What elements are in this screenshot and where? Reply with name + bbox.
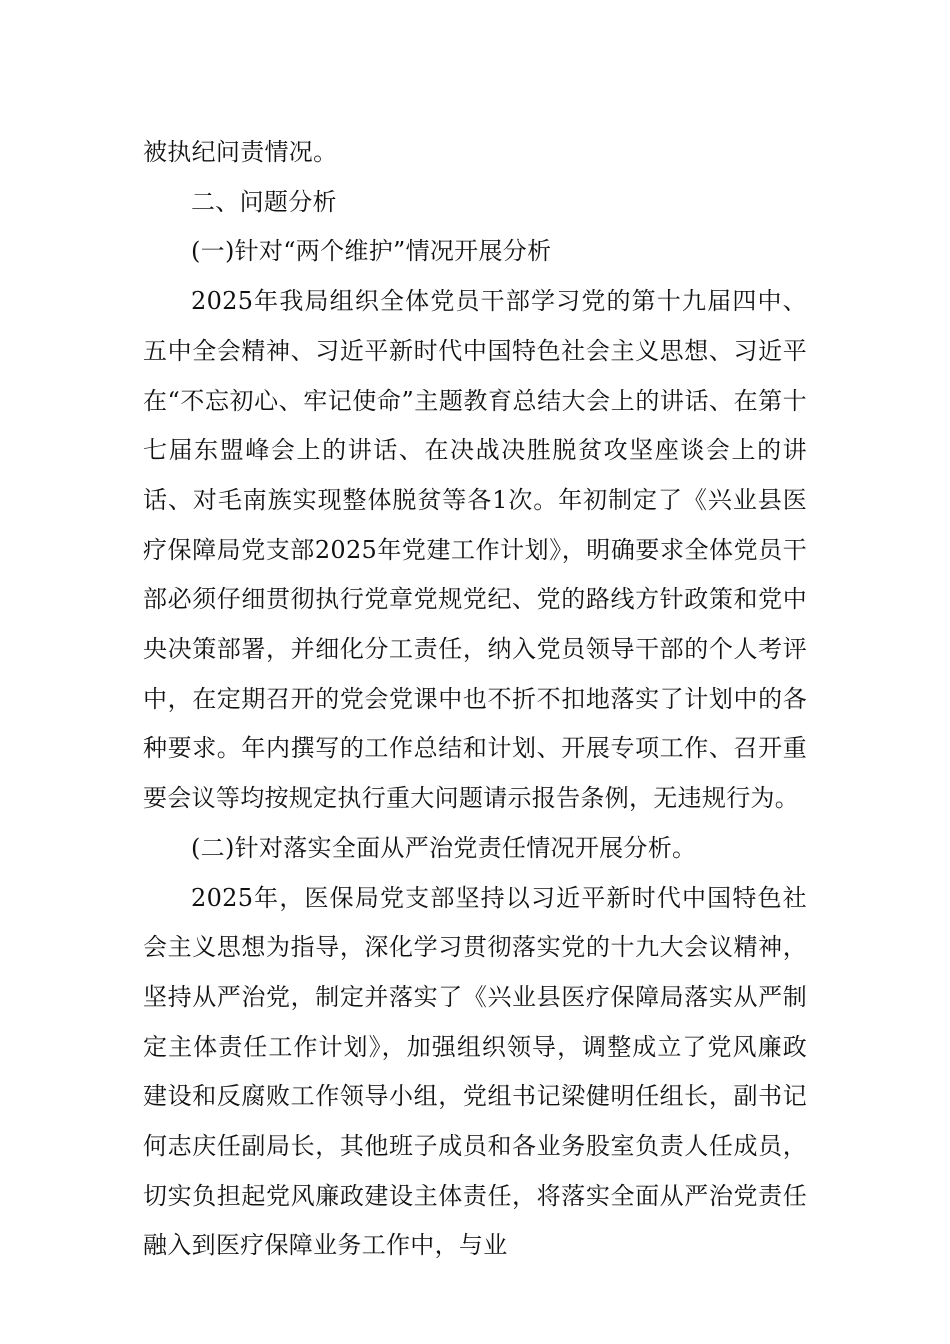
paragraph-continuation: 被执纪问责情况。	[143, 138, 338, 166]
paragraph-two-maintenances: 2025年我局组织全体党员干部学习党的第十九届四中、五中全会精神、习近平新时代中国特色社会主义思想、习近平在“不忘初心、牢记使命”主题教育总结大会上的讲话、在第十七届东盟峰会上的讲话、在决战决胜脱贫攻坚座谈会上的讲话、对毛南族实现整体脱贫等各1次。年初制定了《兴业县医疗保障局党支部2025年党建工作计划》，明确要求全体党员干部必须仔细贯彻执行党章党规党纪、党的路线方针政策和党中央决策部署，并细化分工责任，纳入党员领导干部的个人考评中，在定期召开的党会党课中也不折不扣地落实了计划中的各种要求。年内撰写的工作总结和计划、开展专项工作、召开重要会议等均按规定执行重大问题请示报告条例，无违规行为。	[143, 287, 807, 813]
section-heading-problem-analysis: 二、问题分析	[191, 187, 337, 216]
paragraph-strict-governance: 2025年，医保局党支部坚持以习近平新时代中国特色社会主义思想为指导，深化学习贯彻落实党的十九大会议精神，坚持从严治党，制定并落实了《兴业县医疗保障局落实从严制定主体责任工作计划》，加强组织领导，调整成立了党风廉政建设和反腐败工作领导小组，党组书记梁健明任组长，副书记何志庆任副局长，其他班子成员和各业务股室负责人任成员，切实负担起党风廉政建设主体责任，将落实全面从严治党责任融入到医疗保障业务工作中，与业	[143, 883, 807, 1260]
document-body	[143, 128, 807, 1271]
subsection-heading-two-maintenances: (一)针对“两个维护”情况开展分析	[191, 237, 552, 266]
subsection-heading-strict-governance: (二)针对落实全面从严治党责任情况开展分析。	[191, 833, 697, 862]
